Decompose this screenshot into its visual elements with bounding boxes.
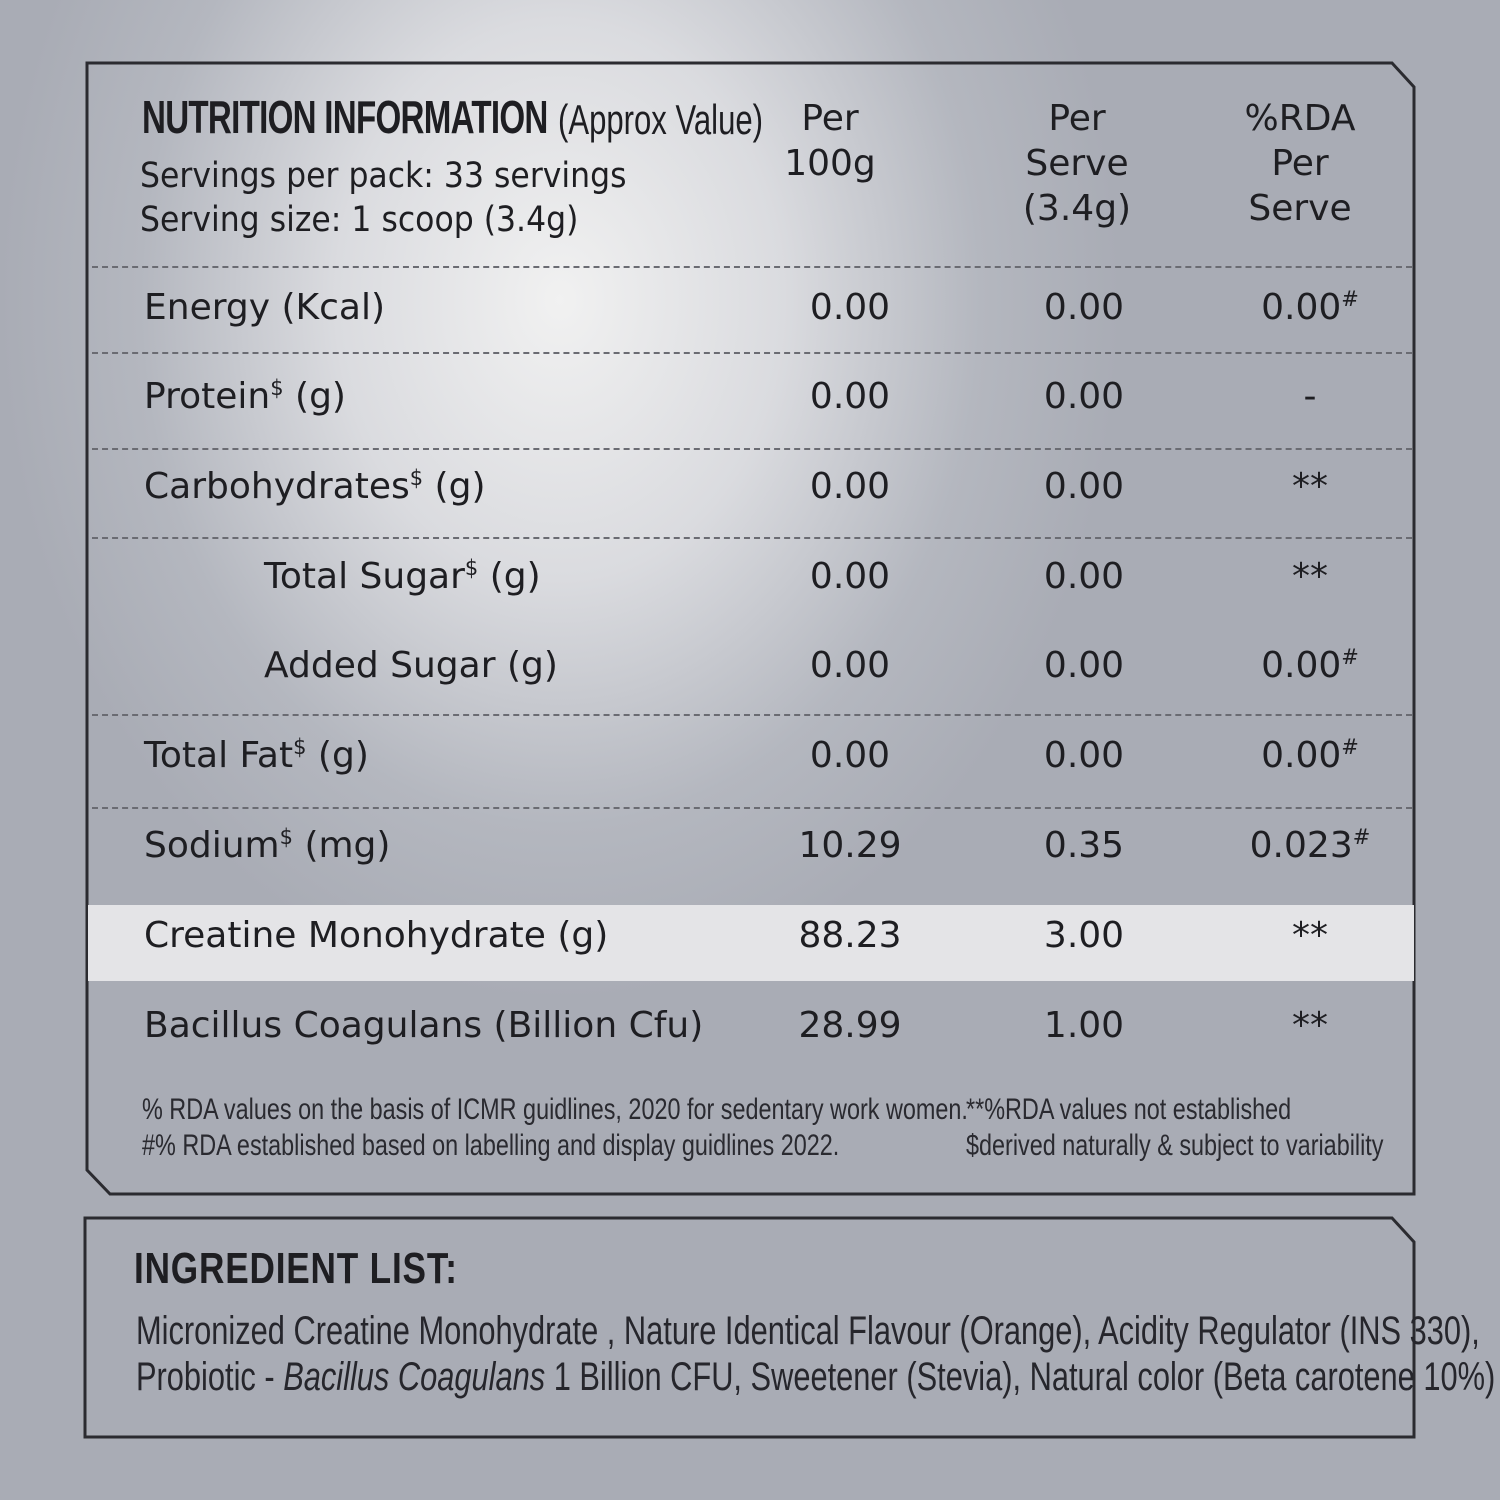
row-unit: (g) [306,735,369,776]
col-header-per100 [770,96,890,186]
rda-marker: # [1352,825,1371,849]
label-marker: $ [409,466,424,490]
serving-size: Serving size: 1 scoop (3.4g) [140,200,579,240]
rda-text: 0.00 [1261,645,1342,686]
servings-per-pack: Servings per pack: 33 servings [140,156,627,196]
col-header-line: Per [801,98,859,139]
row-label-text: Creatine Monohydrate (g) [144,915,609,956]
row-label-text: Bacillus Coagulans (Billion Cfu) [144,1005,704,1046]
rda-text: ** [1292,556,1328,597]
nutrition-panel [86,62,1416,1195]
row-label-text: Added Sugar (g) [264,645,558,686]
value-perserve: 0.00 [1043,287,1125,328]
ingredient-title: INGREDIENT LIST: [134,1244,458,1293]
value-rda [1200,376,1420,417]
rda-text: 0.00 [1261,287,1342,328]
ingredient-panel [84,1216,1496,1438]
value-rda [1200,915,1420,956]
footnotes-left [142,1092,968,1164]
value-perserve: 0.00 [1043,735,1125,776]
col-header-line: Per [1048,98,1106,139]
col-header-perserve [997,96,1157,231]
col-header-rda [1220,96,1380,231]
row-separator [92,807,1412,809]
value-per100: 0.00 [809,376,891,417]
col-header-line: 100g [784,143,876,184]
row-unit: (g) [283,376,346,417]
nutrition-title: NUTRITION INFORMATION [142,91,548,143]
row-label [264,645,558,686]
col-header-line: Serve [1025,143,1129,184]
value-per100: 28.99 [798,1005,902,1046]
value-per100: 0.00 [809,556,891,597]
ingredient-segment: Probiotic - [136,1355,284,1399]
rda-text: 0.023 [1249,825,1353,866]
value-rda [1200,1005,1420,1046]
value-perserve: 3.00 [1043,915,1125,956]
row-label [144,1005,703,1046]
value-per100: 0.00 [809,466,891,507]
row-label [144,287,385,328]
row-label [144,466,486,507]
rda-text: ** [1292,915,1328,956]
row-separator [92,266,1412,268]
value-perserve: 0.00 [1043,645,1125,686]
value-per100: 0.00 [809,287,891,328]
value-rda [1200,466,1420,507]
rda-text: ** [1292,466,1328,507]
row-separator [92,352,1412,354]
row-label [144,825,390,866]
rda-marker: # [1341,645,1359,669]
value-per100: 0.00 [809,735,891,776]
ingredient-text [136,1308,1495,1400]
row-separator [92,714,1412,716]
ingredient-segment: 1 Billion CFU, Sweetener (Stevia), Natural color (Beta carotene 10%) [545,1355,1496,1399]
rda-marker: # [1341,287,1359,311]
row-label [144,915,608,956]
footnote: % RDA values on the basis of ICMR guidlines, 2020 for sedentary work women. [142,1093,968,1126]
label-marker: $ [279,825,293,849]
row-label-text: Total Sugar [264,556,465,597]
row-unit: (g) [423,466,486,507]
rda-marker: # [1341,735,1359,759]
value-perserve: 0.00 [1043,466,1125,507]
ingredient-line: Micronized Creatine Monohydrate , Nature Identical Flavour (Orange), Acidity Regulator (INS 330), [136,1309,1480,1353]
row-label-text: Sodium [144,825,280,866]
row-separator [92,448,1412,450]
col-header-line: Serve [1248,188,1352,229]
value-per100: 10.29 [798,825,902,866]
row-label-text: Total Fat [144,735,294,776]
value-rda [1200,735,1420,776]
rda-text: 0.00 [1261,735,1342,776]
footnote: #% RDA established based on labelling and display guidlines 2022. [142,1129,840,1162]
col-header-line: Per [1271,143,1329,184]
row-label [144,735,369,776]
row-unit: (mg) [293,825,391,866]
value-per100: 88.23 [798,915,902,956]
approx-value-note: (Approx Value) [558,96,764,143]
value-per100: 0.00 [809,645,891,686]
row-label-text: Carbohydrates [144,466,410,507]
ingredient-italic-segment: Bacillus Coagulans [283,1355,546,1399]
value-perserve: 0.00 [1043,376,1125,417]
value-rda [1200,645,1420,686]
value-rda [1200,287,1420,328]
label-marker: $ [464,556,479,580]
value-perserve: 1.00 [1043,1005,1125,1046]
footnote: **%RDA values not established [966,1093,1292,1126]
rda-text: - [1303,376,1317,417]
value-perserve: 0.00 [1043,556,1125,597]
label-marker: $ [270,376,284,400]
value-perserve: 0.35 [1043,825,1125,866]
row-label-text: Protein [144,376,271,417]
col-header-line: (3.4g) [1022,188,1132,229]
ingredient-line [136,1354,1495,1400]
row-label [144,376,346,417]
col-header-line: %RDA [1244,98,1356,139]
row-separator [92,537,1412,539]
rda-text: ** [1292,1005,1328,1046]
row-unit: (g) [478,556,541,597]
label-marker: $ [293,735,307,759]
footnotes-right [966,1092,1384,1164]
value-rda [1200,556,1420,597]
footnote: $derived naturally & subject to variability [966,1129,1384,1162]
value-rda [1200,825,1420,866]
row-label-text: Energy (Kcal) [144,287,386,328]
nutrition-title-line [142,90,764,144]
row-label [264,556,541,597]
